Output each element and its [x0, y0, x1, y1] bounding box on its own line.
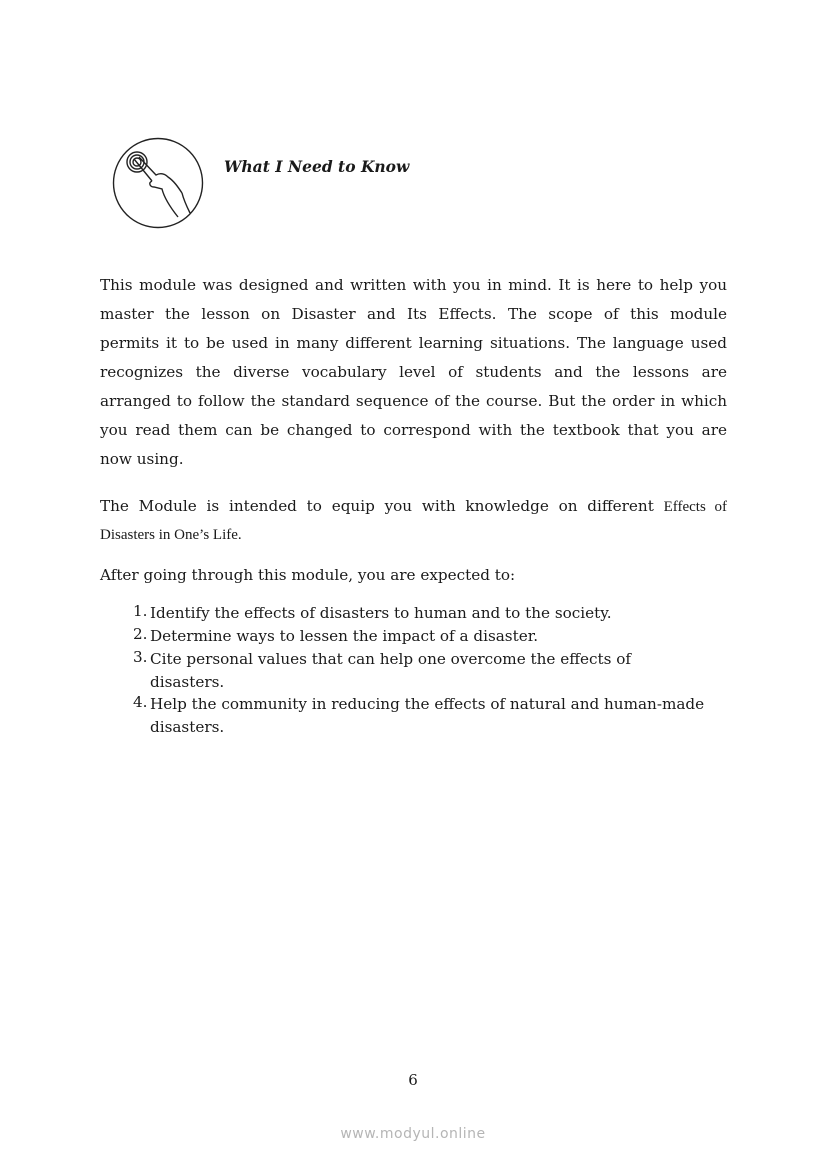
intro-line: recognizes the diverse vocabulary level of students and the lessons are: [100, 363, 727, 381]
purpose-text: The Module is intended to equip you with knowledge on different: [100, 497, 654, 515]
objective-item: 2. Determine ways to lessen the impact of a disaster.: [133, 625, 539, 645]
intro-paragraph: [100, 271, 727, 474]
expectations-intro: After going through this module, you are expected to:: [100, 566, 516, 584]
intro-line: master the lesson on Disaster and Its Effects. The scope of this module: [100, 305, 727, 323]
purpose-paragraph: [100, 492, 727, 549]
intro-line: now using.: [100, 450, 184, 468]
objective-item: 3. Cite personal values that can help one overcome the effects of disasters.: [133, 648, 631, 691]
intro-line: you read them can be changed to correspond with the textbook that you are: [100, 421, 727, 439]
purpose-text-small: Effects of: [663, 499, 728, 515]
intro-line: This module was designed and written with you in mind. It is here to help you: [100, 276, 727, 294]
objective-item: 1. Identify the effects of disasters to human and to the society.: [133, 602, 612, 622]
intro-line: permits it to be used in many different learning situations. The language used: [100, 334, 727, 352]
page-number: 6: [408, 1071, 418, 1089]
section-title: What I Need to Know: [224, 157, 410, 176]
objective-item: 4. Help the community in reducing the effects of natural and human-made disasters.: [133, 693, 705, 736]
touch-hand-icon: [112, 137, 204, 229]
watermark: www.modyul.online: [340, 1126, 486, 1142]
purpose-text-small: Disasters in One’s Life.: [100, 527, 242, 543]
intro-line: arranged to follow the standard sequence of the course. But the order in which: [100, 392, 727, 410]
